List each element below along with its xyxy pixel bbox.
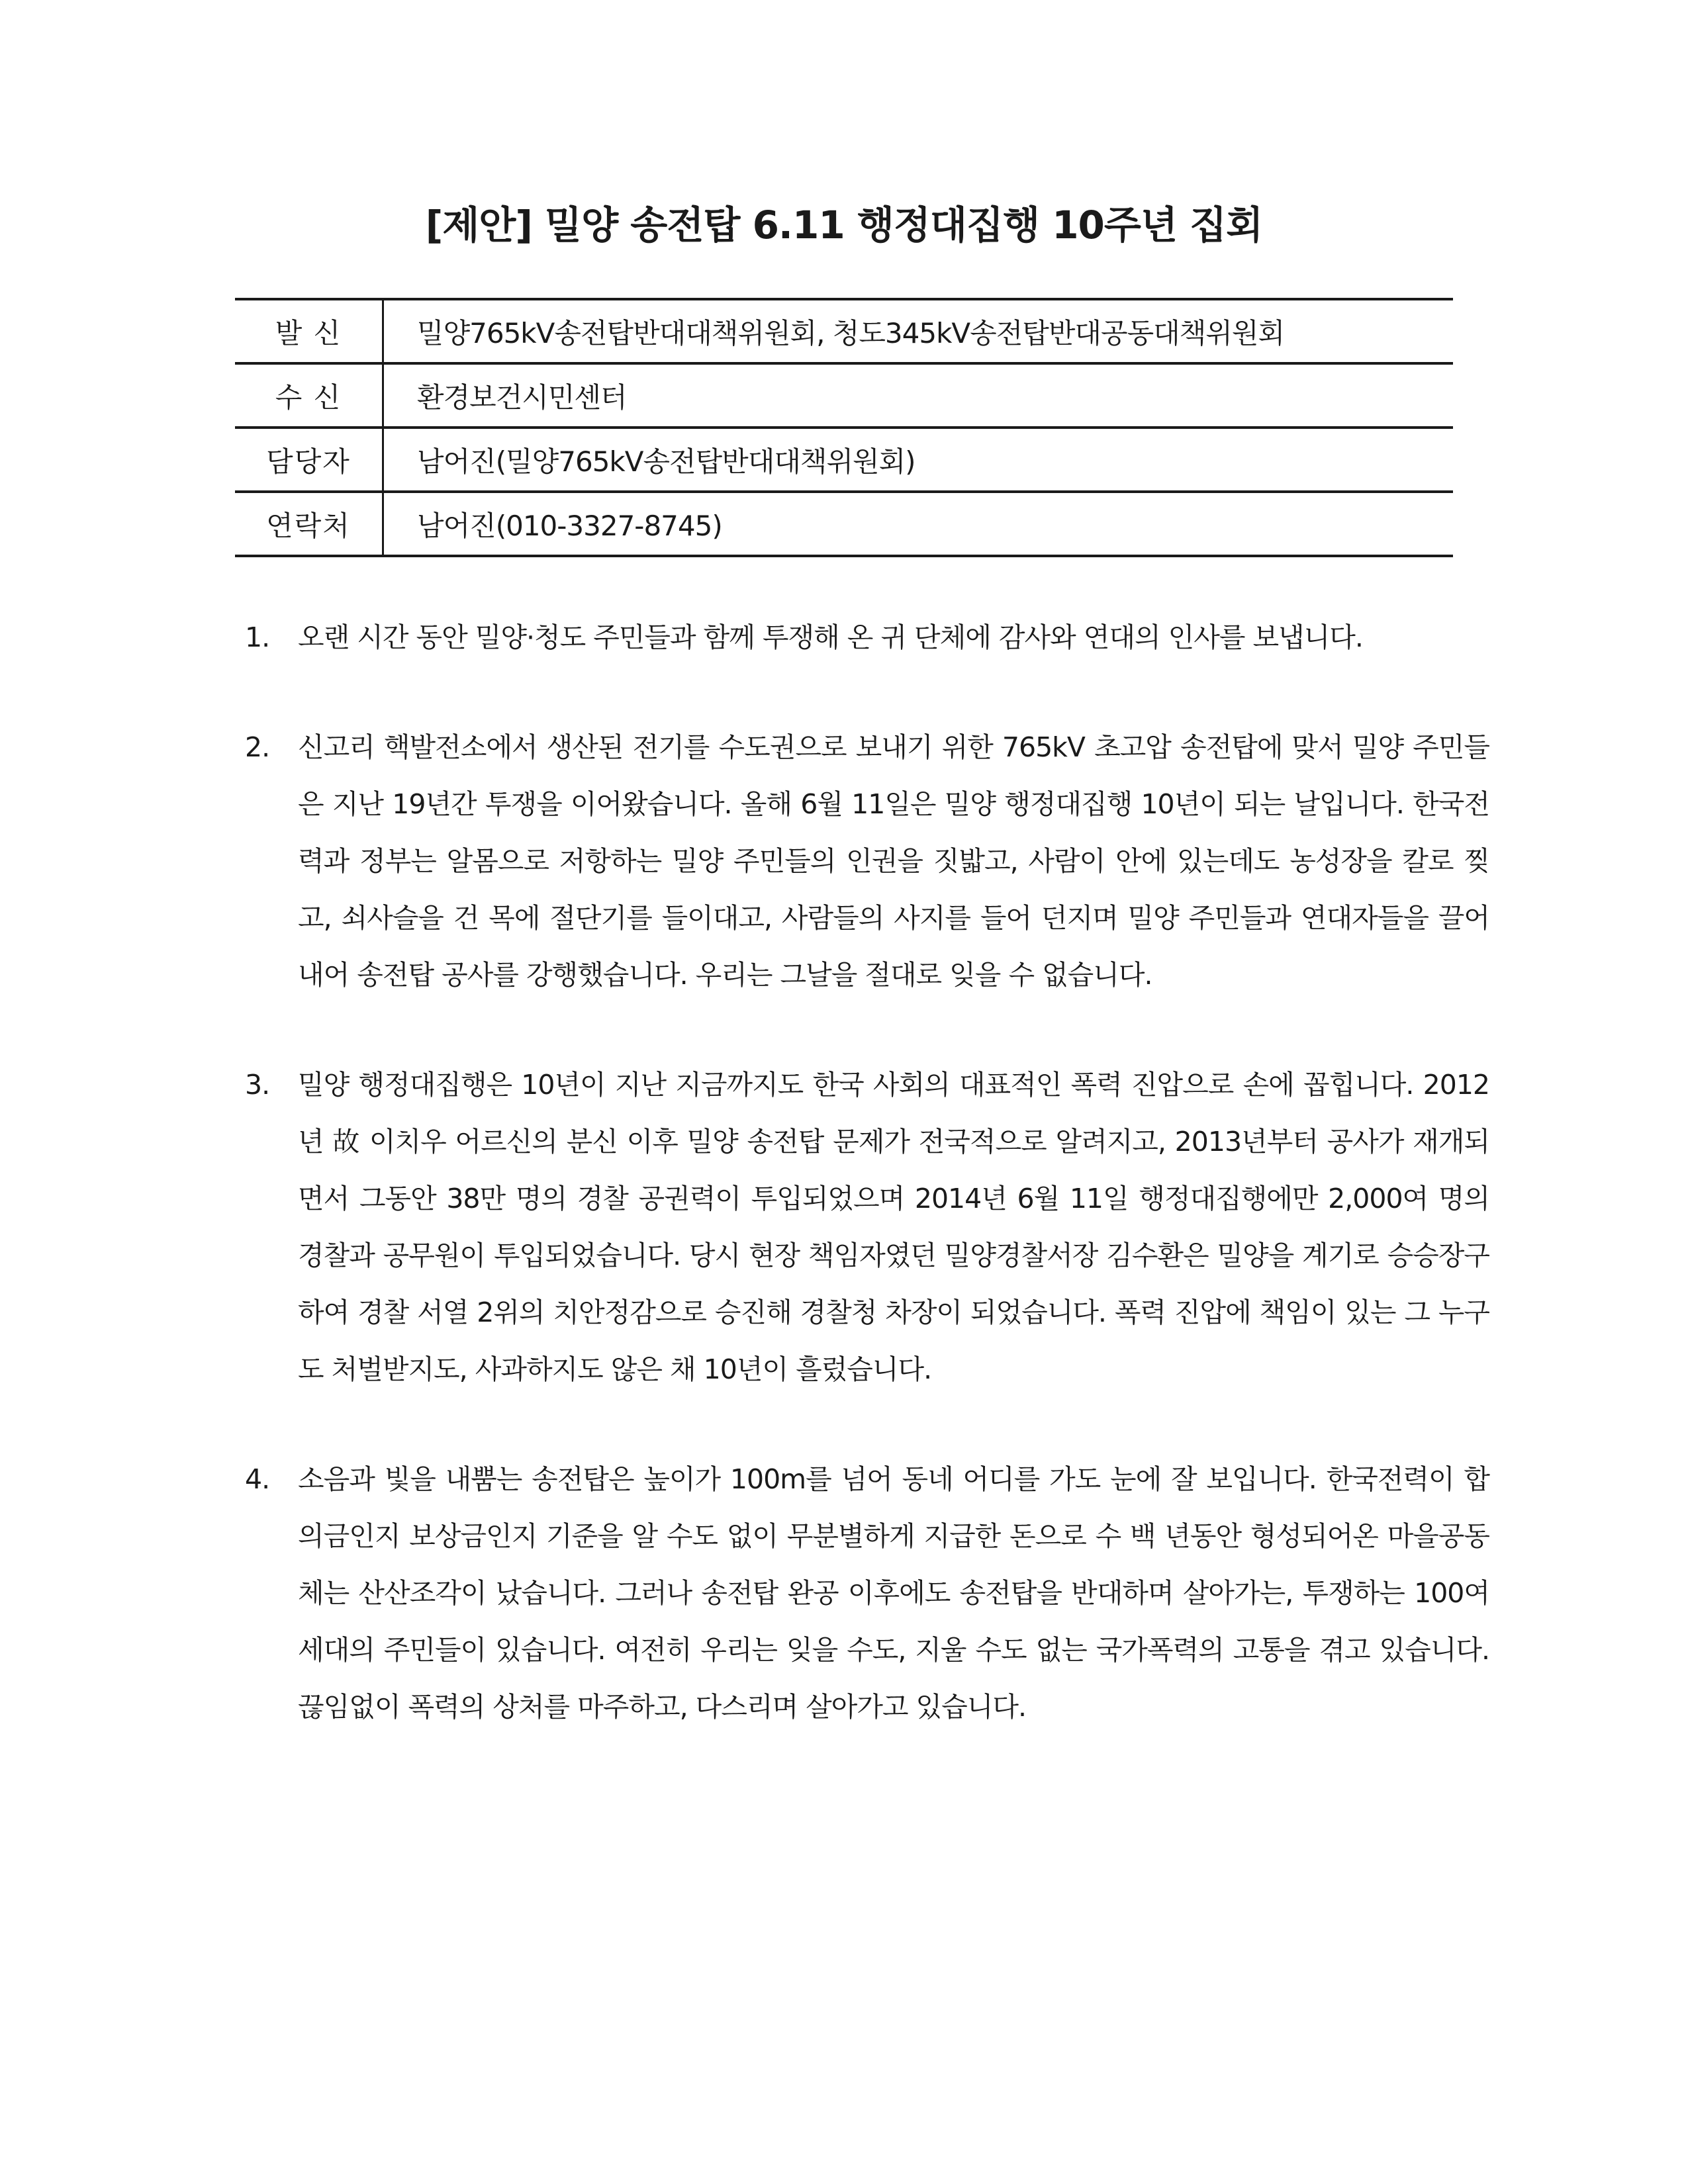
list-item-text: 오랜 시간 동안 밀양·청도 주민들과 함께 투쟁해 온 귀 단체에 감사와 연대의 인사를 보냅니다.: [298, 621, 1363, 653]
info-value: 남어진(밀양765kV송전탑반대대책위원회): [383, 428, 1454, 492]
list-item-text: 소음과 빛을 내뿜는 송전탑은 높이가 100m를 넘어 동네 어디를 가도 눈에 잘 보입니다. 한국전력이 합의금인지 보상금인지 기준을 알 수도 없이 무분별하게 지급한 돈으로 수 백 년동안 형성되어온 마을공동체는 산산조각이 났습니다. 그러나 송전탑 완공 이후에도 송전탑을 반대하며 살아가는, 투쟁하는 100여 세대의 주민들이 있습니다. 여전히 우리는 잊을 수도, 지울 수도 없는 국가폭력의 고통을 겪고 있습니다. 끊임없이 폭력의 상처를 마주하고, 다스리며 살아가고 있습니다.: [298, 1463, 1489, 1723]
info-value: 환경보건시민센터: [383, 363, 1454, 428]
list-item: [245, 719, 1489, 1003]
list-item-text: 신고리 핵발전소에서 생산된 전기를 수도권으로 보내기 위한 765kV 초고압 송전탑에 맞서 밀양 주민들은 지난 19년간 투쟁을 이어왔습니다. 올해 6월 11일은 밀양 행정대집행 10년이 되는 날입니다. 한국전력과 정부는 알몸으로 저항하는 밀양 주민들의 인권을 짓밟고, 사람이 안에 있는데도 농성장을 칼로 찢고, 쇠사슬을 건 목에 절단기를 들이대고, 사람들의 사지를 들어 던지며 밀양 주민들과 연대자들을 끌어내어 송전탑 공사를 강행했습니다. 우리는 그날을 절대로 잊을 수 없습니다.: [298, 731, 1489, 991]
list-item: [245, 1451, 1489, 1735]
document-title: [제안] 밀양 송전탑 6.11 행정대집행 10주년 집회: [425, 203, 1263, 248]
info-value: 밀양765kV송전탑반대대책위원회, 청도345kV송전탑반대공동대책위원회: [383, 299, 1454, 363]
info-key: 수 신: [235, 363, 383, 428]
info-key: 담당자: [235, 428, 383, 492]
list-item-text: 밀양 행정대집행은 10년이 지난 지금까지도 한국 사회의 대표적인 폭력 진압으로 손에 꼽힙니다. 2012년 故 이치우 어르신의 분신 이후 밀양 송전탑 문제가 전국적으로 알려지고, 2013년부터 공사가 재개되면서 그동안 38만 명의 경찰 공권력이 투입되었으며 2014년 6월 11일 행정대집행에만 2,000여 명의 경찰과 공무원이 투입되었습니다. 당시 현장 책임자였던 밀양경찰서장 김수환은 밀양을 계기로 승승장구하여 경찰 서열 2위의 치안정감으로 승진해 경찰청 차장이 되었습니다. 폭력 진압에 책임이 있는 그 누구도 처벌받지도, 사과하지도 않은 채 10년이 흘렀습니다.: [298, 1069, 1489, 1385]
list-item-number: 4.: [245, 1463, 270, 1495]
info-key: 발 신: [235, 299, 383, 363]
info-table: [235, 298, 1453, 557]
info-value: 남어진(010-3327-8745): [383, 492, 1454, 556]
info-row-recipient: [235, 363, 1453, 428]
info-key: 연락처: [235, 492, 383, 556]
list-item-number: 3.: [245, 1069, 270, 1101]
list-item-number: 1.: [245, 621, 270, 653]
list-item: [245, 1056, 1489, 1398]
numbered-list: [245, 609, 1489, 1735]
info-row-contact-person: [235, 428, 1453, 492]
info-row-sender: [235, 299, 1453, 363]
list-item: [245, 609, 1489, 666]
list-item-number: 2.: [245, 731, 270, 763]
info-row-phone: [235, 492, 1453, 556]
